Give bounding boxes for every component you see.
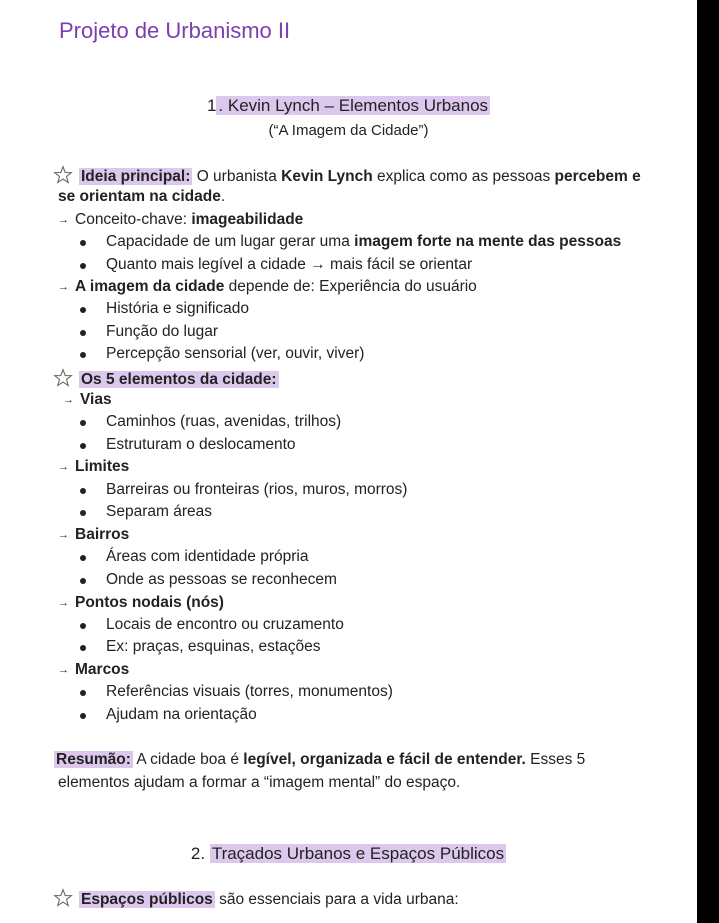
list-item: Caminhos (ruas, avenidas, trilhos) [106, 413, 342, 430]
list-item [106, 233, 621, 251]
elements-heading [53, 368, 279, 389]
list-item: Percepção sensorial (ver, ouvir, viver) [106, 345, 365, 362]
main-idea-line-2 [58, 188, 225, 206]
bullet-dot [80, 578, 86, 584]
section-2-number: 2. [190, 844, 206, 863]
bullet-dot [80, 307, 86, 313]
arrow-right-icon: → [58, 664, 69, 676]
element-name: Limites [75, 458, 130, 475]
element-limites [58, 458, 129, 476]
public-spaces-text: são essenciais para a vida urbana: [214, 891, 459, 908]
bullet-dot [80, 645, 86, 651]
bullet-dot [80, 555, 86, 561]
list-item: Áreas com identidade própria [106, 548, 309, 565]
element-name: Vias [80, 391, 112, 408]
elements-heading-text: Os 5 elementos da cidade: [81, 371, 277, 388]
list-item: Onde as pessoas se reconhecem [106, 571, 337, 588]
image-text: depende de: Experiência do usuário [224, 278, 477, 295]
concept-line [58, 211, 303, 229]
section-1-subtitle: (“A Imagem da Cidade”) [268, 122, 429, 139]
arrow-right-icon: → [58, 461, 69, 473]
main-idea-text: O urbanista [192, 168, 282, 185]
bullet-dot [80, 713, 86, 719]
main-idea-period: . [220, 188, 226, 205]
list-item: Função do lugar [106, 323, 219, 340]
summary-label: Resumão: [56, 751, 131, 768]
list-item-bold: imagem forte na mente das pessoas [354, 233, 622, 250]
concept-term: imageabilidade [191, 211, 304, 228]
bullet-dot [80, 510, 86, 516]
list-item: Separam áreas [106, 503, 212, 520]
element-name: Pontos nodais (nós) [75, 594, 224, 611]
section-1-number: 1 [206, 96, 217, 115]
star-icon [53, 165, 73, 185]
star-icon [53, 888, 73, 908]
bullet-dot [80, 240, 86, 246]
bullet-dot [80, 263, 86, 269]
arrow-right-icon: → [63, 394, 74, 406]
bullet-dot [80, 623, 86, 629]
element-bairros [58, 526, 129, 544]
list-item: Locais de encontro ou cruzamento [106, 616, 344, 633]
list-item-text: Capacidade de um lugar gerar uma [106, 233, 355, 250]
bullet-dot [80, 420, 86, 426]
element-name: Marcos [75, 661, 130, 678]
arrow-right-icon: → [58, 214, 69, 226]
main-idea-bold: percebem e [554, 168, 641, 185]
list-item: Barreiras ou fronteiras (rios, muros, morros) [106, 481, 408, 498]
summary-line-2: elementos ajudam a formar a “imagem mental” do espaço. [58, 774, 461, 791]
list-item: Estruturam o deslocamento [106, 436, 296, 453]
bullet-dot [80, 330, 86, 336]
concept-prefix: Conceito-chave: [75, 211, 192, 228]
main-idea-label: Ideia principal: [81, 168, 191, 185]
summary-line [54, 751, 585, 769]
element-vias [63, 391, 112, 409]
main-idea-text: explica como as pessoas [372, 168, 555, 185]
bullet-dot [80, 488, 86, 494]
list-item: Referências visuais (torres, monumentos) [106, 683, 393, 700]
section-2-title: Traçados Urbanos e Espaços Públicos [211, 844, 505, 863]
section-1-heading [0, 96, 697, 116]
element-name: Bairros [75, 526, 130, 543]
page-title: Projeto de Urbanismo II [59, 18, 291, 43]
list-item: História e significado [106, 300, 250, 317]
section-2-heading [0, 844, 697, 864]
bullet-dot [80, 443, 86, 449]
arrow-right-icon: → [58, 529, 69, 541]
main-idea-name: Kevin Lynch [281, 168, 373, 185]
image-line [58, 278, 477, 296]
bullet-dot [80, 352, 86, 358]
summary-text: Esses 5 [525, 751, 586, 768]
image-label: A imagem da cidade [75, 278, 225, 295]
element-marcos [58, 661, 129, 679]
summary-text: A cidade boa é [132, 751, 244, 768]
section-1-title: . Kevin Lynch – Elementos Urbanos [218, 96, 489, 115]
list-item: Ajudam na orientação [106, 706, 257, 723]
arrow-right-icon: → [58, 281, 69, 293]
star-icon [53, 368, 73, 388]
list-item: Quanto mais legível a cidade → mais fácil se orientar [106, 256, 473, 273]
element-pontos-nodais [58, 594, 224, 612]
public-spaces-line [53, 888, 459, 909]
public-spaces-label: Espaços públicos [81, 891, 213, 908]
bullet-dot [80, 690, 86, 696]
summary-bold: legível, organizada e fácil de entender. [243, 751, 526, 768]
main-idea-line [53, 165, 641, 186]
main-idea-bold: se orientam na cidade [58, 188, 221, 205]
list-item: Ex: praças, esquinas, estações [106, 638, 321, 655]
arrow-right-icon: → [58, 597, 69, 609]
